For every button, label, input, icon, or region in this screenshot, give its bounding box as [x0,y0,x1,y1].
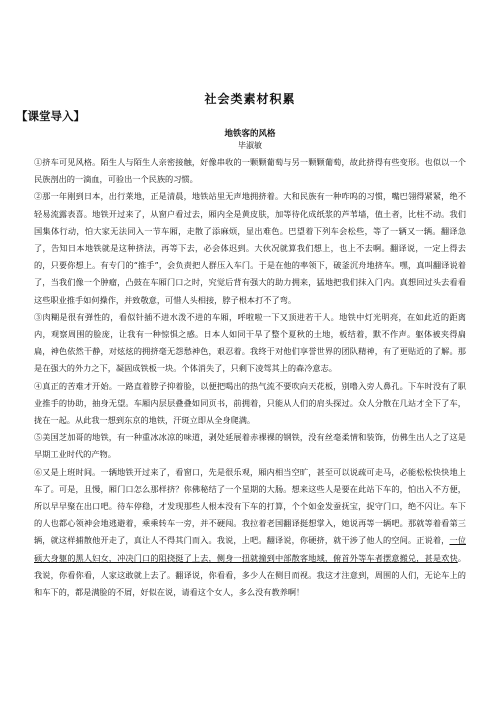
section-label: 【课堂导入】 [16,109,85,123]
document-title: 社会类素材积累 [204,92,296,106]
paragraph-6 [34,464,466,602]
article-body [34,154,466,601]
article-title: 地铁客的风格 [224,129,276,139]
paragraph-4: ④真正的苦难才开始。一路直着脖子抑着脸，以便把喝出的热气流不要吹向天花板，别噜入旁人鼻孔。下车时没有了职业推手的协助，抽身无望。车厢内层层叠叠如同页书，前拥着，只能从人们的肩头探过。众人分散在几站才全下了车，拢在一起。从此我一想到东京的地铁，汗斑立即从全身爬满。 [34,380,466,426]
paragraph-6-text: ⑥又是上班时间。一辆地铁开过来了，看窗口，先是很乐观，厢内相当空旷，甚至可以说疏可走马，必能松松快快地上车了。可是，且慢，厢门口怎么那样挤？你佛秘结了一个星期的大肠。想来这些人是要在此站下车的，怕出入不方便，所以早早聚在出口吧。待车停稳，才发现那些人根本没有下车的打算，个个如金发蚕抚宝，捉守门口，绝不闪让。车下的人也都心领神会地逃避着，乘乘转车一旁，并不硬闯。我拉着老国翻译挺想掌入，她说再等一辆吧。那就等着看第三辆，就这样捕散他开走了，真让人不得其门而入。我说，上吧。翻译说，你硬挤，就干涉了他人的空间。正说着， [34,466,466,546]
article-author: 毕淑敏 [238,141,262,150]
paragraph-1: ①挤车可见风格。陌生人与陌生人亲密接触，好像串收的一颗颗葡萄与另一颗颗葡萄，故此挤得有些变形。也似以一个民族剖出的一滴血，可验出一个民族的习惯。 [34,157,466,185]
paragraph-6-text-end: 。我说，你看你看，人家这敢就上去了。翻译说，你看看，多少人在侧目而视。我这才注意到，周围的人们，无论车上的和车下的，都是满脸的不屑，好似在说，请看这个女人，多么没有教养啊！ [34,552,466,598]
paragraph-5: ⑤美国芝加哥的地铁，有一种重冰冰凉的味道，剥处延展着赤裸裸的钢铁，没有丝毫柔情和装饰，仿佛生出人之了这是早期工业时代的产物。 [34,432,466,460]
paragraph-3: ③肉糊是很有弹性的，看似针插不进水泼不进的车厢，呼啦啦一下又顶进若干人。地铁中灯光明亮，在如此近的距离内，观察周围的脸庞，让我有一种惊惧之感。日本人如同干旱了整个夏秋的土地，板结着，默不作声。躯体被夹得扁扁，神色依然干静，对炫炫的拥挤毫无怨愁神色，艰忍着。我终于对他们享誉世界的团队精神，有了更贴近的了解。那是在强大的外力之下，凝固成铁板一块。个体消失了，只剩下凌驾其上的森冷意志。 [34,311,466,374]
paragraph-2: ②那一年刚到日本，出行莱地，正是清晨，地铁站里无声地拥挤着。大和民族有一种咋呜的习惯，嘴巴翎得紧紧，绝不轻易流露表喜。地铁开过来了，从窗户看过去，厢内全是黄皮肤，加等待化成纸浆的芦苇墙，值土者，比柱不动。我们国集体行动，怕大家无法同入一节车厢，走散了添麻烦，显出难色。巴望着下列车会松些，等了一辆又一辆。翻译急了，告知日本地铁就是这种挤法，再等下去，必会体迟到。大伙况就算我们想上，也上不去啊。翻译说，一定上得去的，只要你想上。有专门的“推手”，会负责把人群压入车门。于是在他的率领下，破釜沉舟地挤车。嘿，真叫翻译说着了，当我们像一个肿瘤，凸鼓在车厢门口之时，究觉后背有强大的助力拥来，猛地把我们抹入门内。真想回过头去看看这些职业推手如何操作，并致敬意，可惜人头相接，脖子根本打不了弯。 [34,191,466,305]
underlined-sentence: 一位硕大身躯的黑人妇女，冲决门口的阻挠挺了上去，侧身一扭就撞到中部散客地域，俯首外等车者摆意搬兑，甚是欢快 [34,535,466,563]
